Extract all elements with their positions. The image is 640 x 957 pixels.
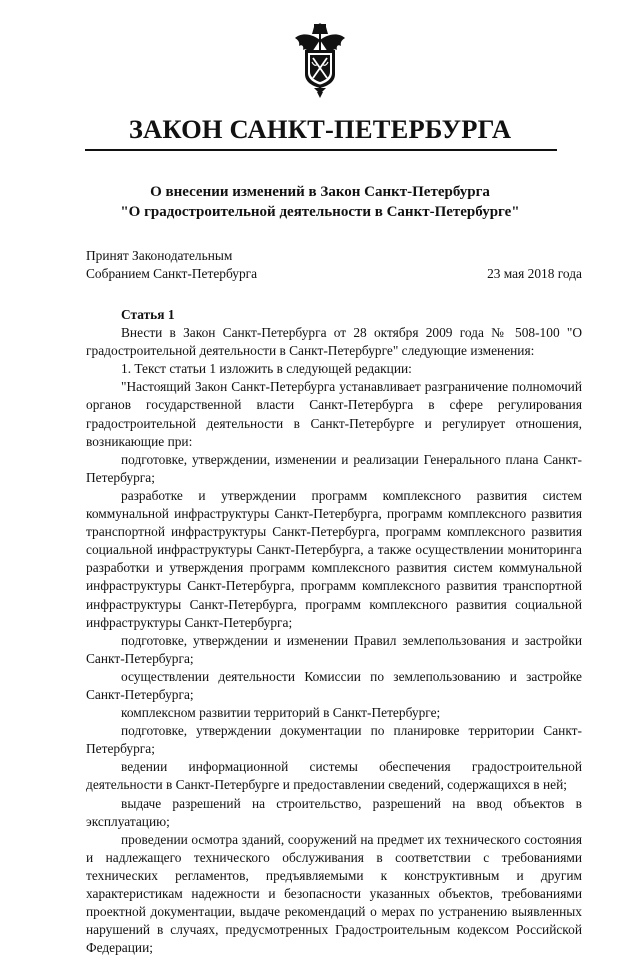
coat-of-arms-emblem (292, 22, 348, 98)
paragraph: подготовке, утверждении, изменении и реализации Генерального плана Санкт-Петербурга; (86, 451, 582, 485)
paragraph: подготовке, утверждении документации по планировке территории Санкт-Петербурга; (86, 723, 582, 757)
paragraph: осуществлении деятельности Комиссии по землепользованию и застройке Санкт-Петербурга; (86, 668, 582, 702)
adoption-line-2: Собранием Санкт-Петербурга (86, 266, 258, 281)
paragraph: комплексном развитии территорий в Санкт-Петербурге; (121, 705, 441, 721)
paragraph: разработке и утверждении программ комплексного развития систем коммунальной инфраструктуры Санкт-Петербурга, программ комплексного развития транспортной инфраструктуры Санкт-Петербурга, программ комплексного развития социальной инфраструктуры Санкт-Петербурга, а также осуществлении мониторинга разработки и утверждения программ комплексного развития систем коммунальной инфраструктуры Санкт-Петербурга, программ комплексного развития транспортной инфраструктуры Санкт-Петербурга, программ комплексного развития социальной инфраструктуры Санкт-Петербурга; (86, 487, 582, 630)
coat-of-arms-icon (292, 22, 348, 98)
title-underline (85, 149, 557, 151)
paragraph: выдаче разрешений на строительство, разрешений на ввод объектов в эксплуатацию; (86, 795, 582, 829)
paragraph: проведении осмотра зданий, сооружений на предмет их технического состояния и надлежащего технического обслуживания в соответствии с требованиями технических регламентов, предъявляемыми к конструктивным и другим характеристикам надежности и безопасности указанных объектов, требованиями проектной документации, выдаче рекомендаций о мерах по устранению выявленных нарушений в случаях, предусмотренных Градостроительным кодексом Российской Федерации; (86, 831, 582, 956)
adoption-line-1: Принят Законодательным (86, 248, 233, 263)
paragraph: Внести в Закон Санкт-Петербурга от 28 октября 2009 года № 508-100 "О градостроительной деятельности в Санкт-Петербурге" следующие изменения: (86, 325, 582, 359)
subject-line-1: О внесении изменений в Закон Санкт-Петербурга (150, 184, 490, 200)
adoption-date: 23 мая 2018 года (487, 266, 582, 281)
paragraph: подготовке, утверждении и изменении Правил землепользования и застройки Санкт-Петербурга; (86, 632, 582, 666)
article-body (86, 306, 582, 957)
paragraph: 1. Текст статьи 1 изложить в следующей редакции: (121, 361, 412, 377)
article-heading: Статья 1 (121, 307, 175, 322)
paragraph: ведении информационной системы обеспечения градостроительной деятельности в Санкт-Петербурге и предоставлении сведений, содержащихся в ней; (86, 759, 582, 793)
adoption-info (86, 247, 257, 283)
subject-line-2: "О градостроительной деятельности в Санкт-Петербурге" (120, 204, 520, 220)
law-subject (0, 182, 640, 222)
paragraph: "Настоящий Закон Санкт-Петербурга устанавливает разграничение полномочий органов государственной власти Санкт-Петербурга в сфере регулирования градостроительной деятельности в Санкт-Петербурге и регулирует отношения, возникающие при: (86, 379, 582, 449)
law-title: ЗАКОН САНКТ-ПЕТЕРБУРГА (128, 114, 512, 144)
